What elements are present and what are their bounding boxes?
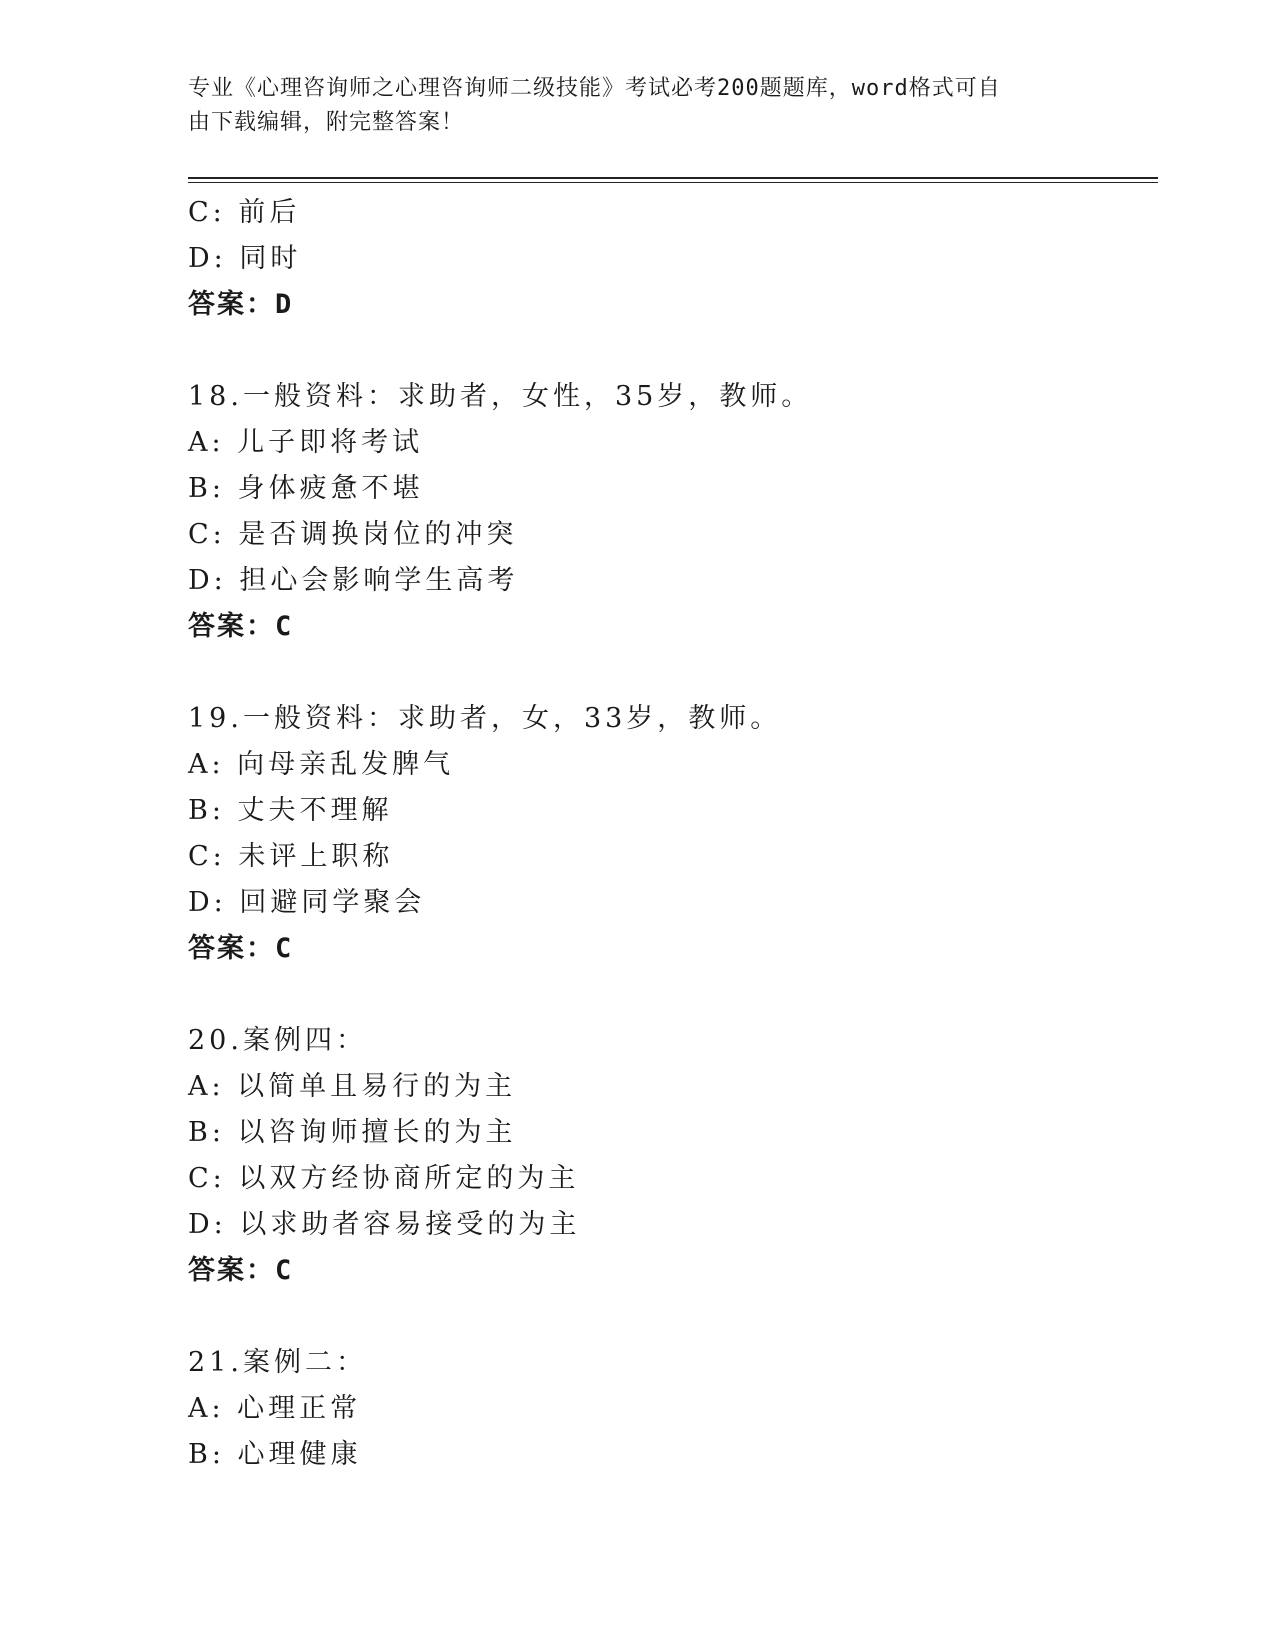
answer-line: 答案：C	[188, 1255, 294, 1286]
spacer	[188, 972, 1148, 1018]
question-list	[188, 190, 1148, 1478]
question-21-block	[188, 1340, 1148, 1478]
answer-line: 答案：D	[188, 289, 294, 320]
answer-line: 答案：C	[188, 933, 294, 964]
option-c: C: 以双方经协商所定的为主	[188, 1163, 580, 1194]
header-line-2: 由下载编辑，附完整答案！	[188, 110, 465, 135]
answer-line: 答案：C	[188, 611, 294, 642]
header-line-1: 专业《心理咨询师之心理咨询师二级技能》考试必考200题题库，word格式可自	[188, 76, 1001, 101]
question-text: 18.一般资料：求助者，女性，35岁，教师。	[188, 381, 813, 412]
question-text: 21.案例二：	[188, 1347, 367, 1378]
option-c: C: 未评上职称	[188, 841, 394, 872]
header-divider-thin	[188, 182, 1158, 183]
option-d: D: 以求助者容易接受的为主	[188, 1209, 581, 1240]
question-17-block	[188, 190, 1148, 328]
spacer	[188, 328, 1148, 374]
question-text: 19.一般资料：求助者，女，33岁，教师。	[188, 703, 782, 734]
question-18-block	[188, 374, 1148, 650]
option-b: B: 以咨询师擅长的为主	[188, 1117, 517, 1148]
page-header	[188, 72, 1068, 140]
header-divider-thick	[188, 177, 1158, 179]
spacer	[188, 650, 1148, 696]
question-19-block	[188, 696, 1148, 972]
option-b: B: 心理健康	[188, 1439, 362, 1470]
option-c: C: 前后	[188, 197, 301, 228]
option-b: B: 丈夫不理解	[188, 795, 393, 826]
option-b: B: 身体疲惫不堪	[188, 473, 424, 504]
option-d: D: 担心会影响学生高考	[188, 565, 519, 596]
option-d: D: 回避同学聚会	[188, 887, 426, 918]
question-text: 20.案例四：	[188, 1025, 367, 1056]
spacer	[188, 1294, 1148, 1340]
option-c: C: 是否调换岗位的冲突	[188, 519, 518, 550]
option-d: D: 同时	[188, 243, 302, 274]
option-a: A: 心理正常	[188, 1393, 362, 1424]
option-a: A: 以简单且易行的为主	[188, 1071, 517, 1102]
question-20-block	[188, 1018, 1148, 1294]
option-a: A: 向母亲乱发脾气	[188, 749, 455, 780]
option-a: A: 儿子即将考试	[188, 427, 424, 458]
